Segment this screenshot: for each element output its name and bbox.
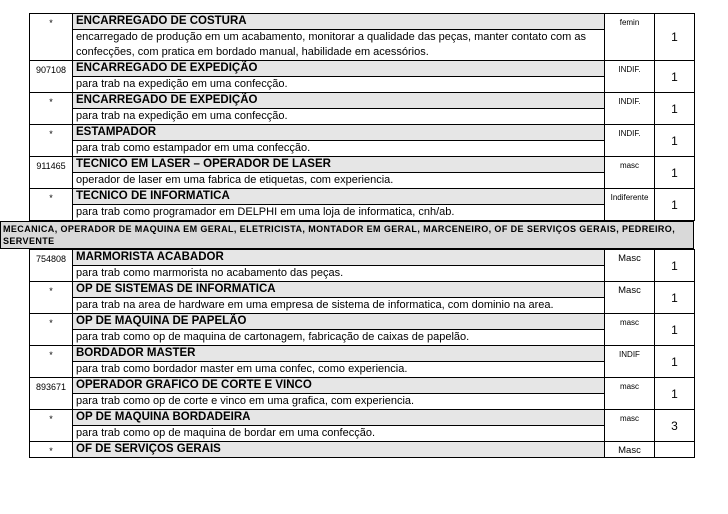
job-description: para trab como marmorista no acabamento das peças.	[73, 266, 605, 282]
table-row	[30, 14, 695, 30]
job-sex: INDIF	[605, 346, 655, 378]
job-description: operador de laser em uma fabrica de etiquetas, com experiencia.	[73, 173, 605, 189]
job-qty: 1	[655, 93, 695, 125]
table-row-description	[30, 141, 695, 157]
job-title: OP DE SISTEMAS DE INFORMATICA	[73, 282, 605, 298]
table-row	[30, 93, 695, 109]
job-qty: 1	[655, 250, 695, 282]
job-code: 907108	[30, 61, 73, 93]
job-sex: masc	[605, 410, 655, 442]
job-qty: 1	[655, 346, 695, 378]
job-code: *	[30, 314, 73, 346]
job-description: para trab como op de corte e vinco em uma grafica, com experiencia.	[73, 394, 605, 410]
job-title: ENCARREGADO DE EXPEDIÇÃO	[73, 93, 605, 109]
job-code: *	[30, 282, 73, 314]
job-code: *	[30, 189, 73, 221]
table-row-description	[30, 426, 695, 442]
table-row-description	[30, 109, 695, 125]
job-title: TECNICO DE INFORMATICA	[73, 189, 605, 205]
table-row-description	[30, 205, 695, 221]
job-code: *	[30, 125, 73, 157]
table-row	[30, 282, 695, 298]
job-table	[29, 13, 695, 221]
table-row	[30, 61, 695, 77]
job-code: *	[30, 346, 73, 378]
job-sex: masc	[605, 157, 655, 189]
job-description: para trab como op de maquina de bordar em uma confecção.	[73, 426, 605, 442]
table-row	[30, 189, 695, 205]
job-sex: masc	[605, 314, 655, 346]
job-sex: masc	[605, 378, 655, 410]
table-row-description	[30, 173, 695, 189]
job-qty: 1	[655, 314, 695, 346]
job-title: TECNICO EM LASER – OPERADOR DE LASER	[73, 157, 605, 173]
job-description: para trab como bordador master em uma confec, como experiencia.	[73, 362, 605, 378]
table-row-description	[30, 394, 695, 410]
job-qty: 1	[655, 14, 695, 61]
table-row	[30, 157, 695, 173]
job-sex: INDIF.	[605, 93, 655, 125]
table-row	[30, 410, 695, 426]
table-row	[30, 250, 695, 266]
section-heading: MECANICA, OPERADOR DE MAQUINA EM GERAL, ELETRICISTA, MONTADOR EM GERAL, MARCENEIRO, OF DE SERVIÇOS GERAIS, PEDREIRO, SERVENTE	[1, 222, 694, 249]
job-title: OP DE MAQUINA BORDADEIRA	[73, 410, 605, 426]
job-sex: Masc	[605, 282, 655, 314]
job-title: ESTAMPADOR	[73, 125, 605, 141]
job-sex: Masc	[605, 442, 655, 458]
table-row	[30, 442, 695, 458]
job-code: *	[30, 442, 73, 458]
job-title: ENCARREGADO DE COSTURA	[73, 14, 605, 30]
table-row	[30, 125, 695, 141]
job-qty: 1	[655, 378, 695, 410]
job-description: para trab na area de hardware em uma empresa de sistema de informatica, com dominio na area.	[73, 298, 605, 314]
table-row	[30, 346, 695, 362]
job-code: *	[30, 93, 73, 125]
job-sex: INDIF.	[605, 125, 655, 157]
table-row-description	[30, 298, 695, 314]
job-title: OF DE SERVIÇOS GERAIS	[73, 442, 605, 458]
job-qty	[655, 442, 695, 458]
table-row	[30, 314, 695, 330]
section-heading-wrap	[0, 221, 694, 249]
job-title: BORDADOR MASTER	[73, 346, 605, 362]
job-description: encarregado de produção em um acabamento, monitorar a qualidade das peças, manter contato com as confecções, com pratica em bordado manual, habilidade em acessórios.	[73, 30, 605, 61]
job-code: 754808	[30, 250, 73, 282]
job-qty: 1	[655, 125, 695, 157]
job-table-body-b	[30, 250, 695, 442]
job-code: *	[30, 410, 73, 442]
table-row-description	[30, 362, 695, 378]
table-row-description	[30, 330, 695, 346]
job-description: para trab como estampador em uma confecção.	[73, 141, 605, 157]
job-listing-sheet	[3, 13, 694, 458]
job-sex: femin	[605, 14, 655, 61]
job-title: ENCARREGADO DE EXPEDIÇÃO	[73, 61, 605, 77]
job-title: MARMORISTA ACABADOR	[73, 250, 605, 266]
job-sex: Indiferente	[605, 189, 655, 221]
table-row-description	[30, 77, 695, 93]
job-sex: INDIF.	[605, 61, 655, 93]
job-table-last	[30, 442, 695, 458]
job-qty: 1	[655, 282, 695, 314]
job-description: para trab como op de maquina de cartonagem, fabricação de caixas de papelão.	[73, 330, 605, 346]
job-description: para trab na expedição em uma confecção.	[73, 109, 605, 125]
table-row-description	[30, 266, 695, 282]
job-title: OPERADOR GRAFICO DE CORTE E VINCO	[73, 378, 605, 394]
job-table-2	[29, 249, 695, 458]
job-code: *	[30, 14, 73, 61]
job-sex: Masc	[605, 250, 655, 282]
section-heading-row	[1, 222, 694, 249]
job-title: OP DE MAQUINA DE PAPELÃO	[73, 314, 605, 330]
job-qty: 1	[655, 61, 695, 93]
table-row-description	[30, 30, 695, 61]
section-table	[0, 221, 694, 249]
job-qty: 1	[655, 157, 695, 189]
job-table-body-a	[30, 14, 695, 221]
job-qty: 3	[655, 410, 695, 442]
job-code: 911465	[30, 157, 73, 189]
table-row	[30, 378, 695, 394]
job-description: para trab na expedição em uma confecção.	[73, 77, 605, 93]
job-code: 893671	[30, 378, 73, 410]
job-description: para trab como programador em DELPHI em uma loja de informatica, cnh/ab.	[73, 205, 605, 221]
job-qty: 1	[655, 189, 695, 221]
